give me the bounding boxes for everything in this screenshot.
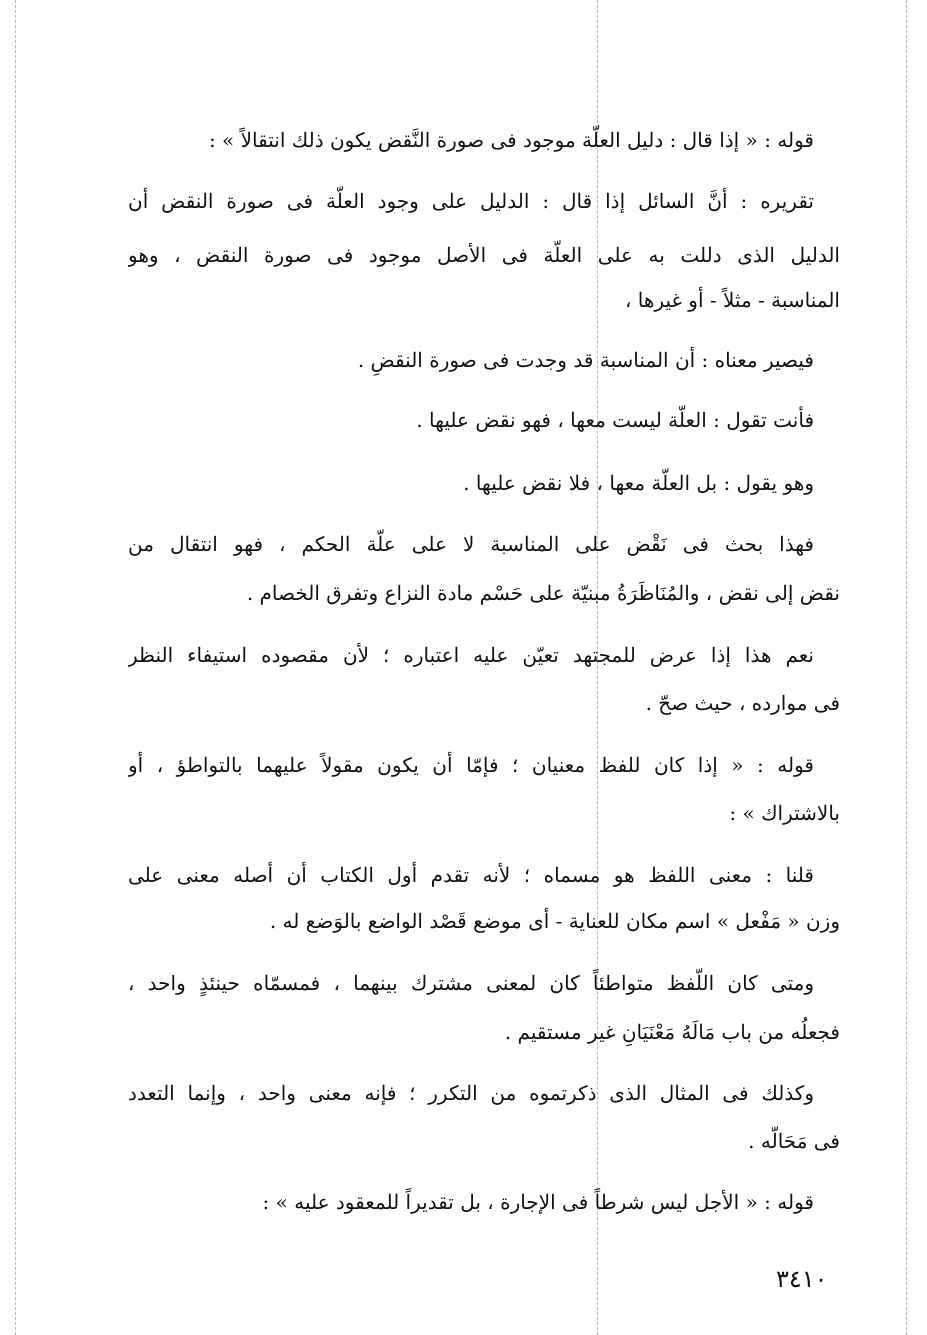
text-line-2: تقريره : أنَّ السائل إذا قال : الدليل على وجود العلّة فى صورة النقض أن [128,189,814,213]
text-line-3: الدليل الذى دللت به على العلّة فى الأصل موجود فى صورة النقض ، وهو [128,243,840,267]
text-line-19: فى مَحَالّه . [748,1129,840,1153]
text-line-6: فأنت تقول : العلّة ليست معها ، فهو نقض عليها . [416,408,814,432]
text-line-10: نعم هذا إذا عرض للمجتهد تعيّن عليه اعتباره ؛ لأن مقصوده استيفاء النظر [128,643,814,667]
text-line-7: وهو يقول : بل العلّة معها ، فلا نقض عليها . [463,471,814,495]
text-line-1: قوله : « إذا قال : دليل العلّة موجود فى صورة النَّقض يكون ذلك انتقالاً » : [208,128,814,152]
document-page [128,0,840,1335]
text-line-20: قوله : « الأجل ليس شرطاً فى الإجارة ، بل تقديراً للمعقود عليه » : [262,1190,814,1214]
text-line-17: فجعلُه من باب مَالَهُ مَعْنَيَانِ غير مستقيم . [504,1020,840,1044]
text-line-12: قوله : « إذا كان للفظ معنيان ؛ فإمّا أن يكون مقولاً عليهما بالتواطؤ ، أو [128,753,814,777]
text-line-18: وكذلك فى المثال الذى ذكرتموه من التكرر ؛ فإنه معنى واحد ، وإنما التعدد [128,1081,814,1105]
text-line-5: فيصير معناه : أن المناسبة قد وجدت فى صورة النقضِ . [357,348,814,372]
text-line-13: بالاشتراك » : [729,801,840,825]
text-line-9: نقض إلى نقض ، والمُنَاظَرَةُ مبنيّة على حَسْم مادة النزاع وتفرق الخصام . [246,581,840,605]
text-line-4: المناسبة - مثلاً - أو غيرها ، [624,288,840,312]
text-line-14: قلنا : معنى اللفظ هو مسماه ؛ لأنه تقدم أول الكتاب أن أصله معنى على [128,863,814,887]
text-line-15: وزن « مَفْعل » اسم مكان للعناية - أى موضع قَصْد الواضع بالوَضع له . [269,909,840,933]
right-guide-line [906,0,907,1335]
text-line-16: ومتى كان اللَّفظ متواطئاً كان لمعنى مشترك بينهما ، فمسمّاه حينئذٍ واحد ، [128,971,814,995]
text-line-8: فهذا بحث فى نَقْض على المناسبة لا على علّة الحكم ، فهو انتقال من [128,532,814,556]
page-number: ٣٤١٠ [776,1265,828,1293]
left-guide-line [15,0,16,1335]
text-line-11: فى موارده ، حيث صحّ . [645,691,840,715]
